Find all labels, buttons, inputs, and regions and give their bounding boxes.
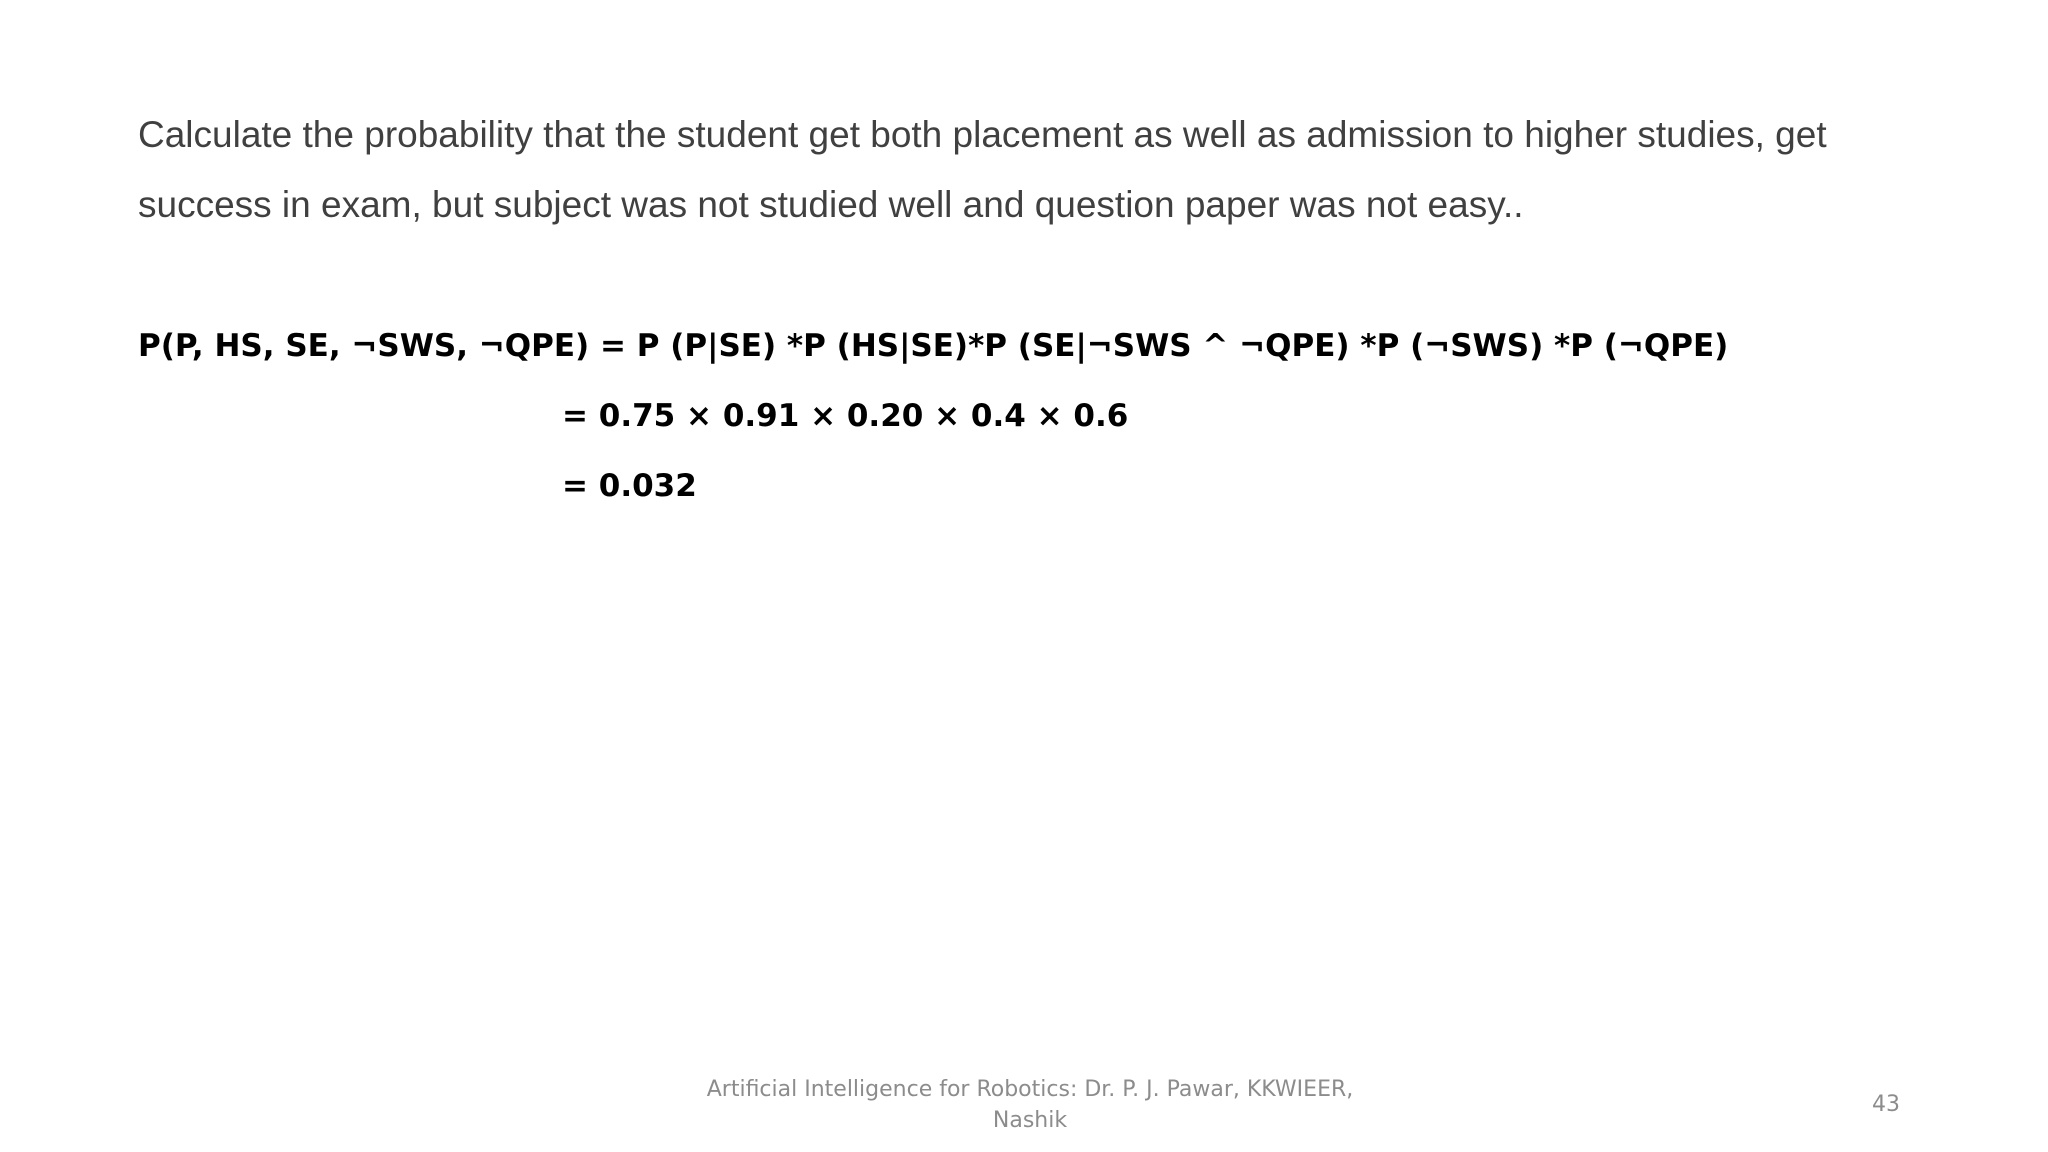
probability-formula	[138, 311, 1728, 521]
slide-footer	[690, 1074, 1370, 1136]
formula-line-2: = 0.75 × 0.91 × 0.20 × 0.4 × 0.6	[562, 398, 1129, 434]
page-number: 43	[1872, 1092, 1900, 1117]
question-line-2: success in exam, but subject was not studied well and question paper was not easy..	[138, 184, 1524, 225]
footer-line-1: Artificial Intelligence for Robotics: Dr. P. J. Pawar, KKWIEER,	[706, 1077, 1354, 1102]
formula-line-3: = 0.032	[562, 468, 697, 504]
question-text	[138, 100, 1938, 240]
formula-line-1: P(P, HS, SE, ¬SWS, ¬QPE) = P (P|SE) *P (HS|SE)*P (SE|¬SWS ^ ¬QPE) *P (¬SWS) *P (¬QPE)	[138, 328, 1729, 364]
footer-line-2: Nashik	[992, 1108, 1068, 1133]
question-line-1: Calculate the probability that the student get both placement as well as admission to higher studies, get	[138, 114, 1827, 155]
